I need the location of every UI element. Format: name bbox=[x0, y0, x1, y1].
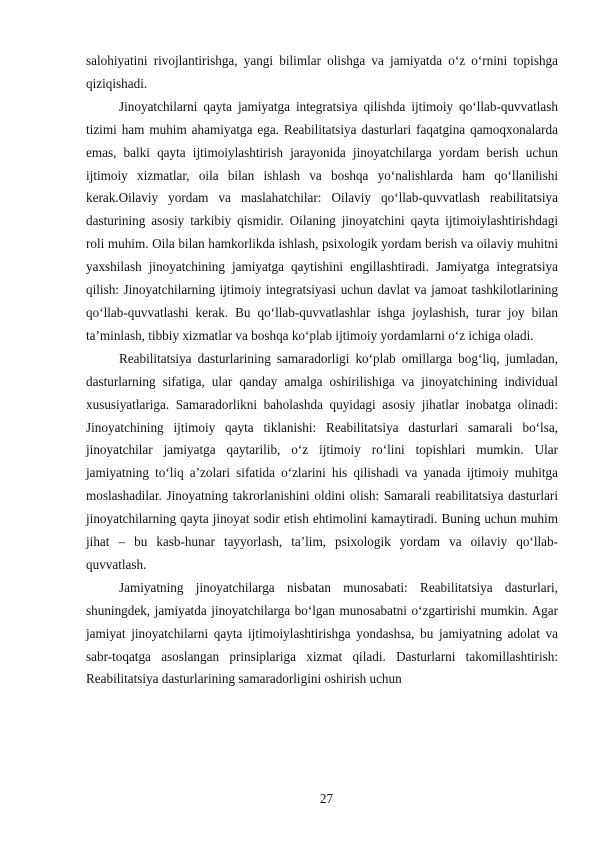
paragraph-3: Reabilitatsiya dasturlarining samaradorligi ko‘plab omillarga bog‘liq, jumladan, dasturlarning sifatiga, ular qanday amalga oshirilishiga va jinoyatchining individual xususiyatlariga. Samaradorlikni baholashda quyidagi asosiy jihatlar inobatga olinadi: Jinoyatchining ijtimoiy qayta tiklanishi: Reabilitatsiya dasturlari samarali bo‘lsa, jinoyatchilar jamiyatga qaytarilib, o‘z ijtimoiy ro‘lini topishlari mumkin. Ular jamiyatning to‘liq a’zolari sifatida o‘zlarini his qilishadi va yanada ijtimoiy muhitga moslashadilar. Jinoyatning takrorlanishini oldini olish: Samarali reabilitatsiya dasturlari jinoyatchilarning qayta jinoyat sodir etish ehtimolini kamaytiradi. Buning uchun muhim jihat – bu kasb-hunar tayyorlash, ta’lim, psixologik yordam va oilaviy qo‘llab-quvvatlash. bbox=[86, 350, 558, 572]
paragraph-1: salohiyatini rivojlantirishga, yangi bilimlar olishga va jamiyatda o‘z o‘rnini topishga qiziqishadi. bbox=[86, 53, 558, 91]
page-number: 27 bbox=[319, 791, 334, 806]
document-page bbox=[86, 50, 558, 691]
paragraph-4: Jamiyatning jinoyatchilarga nisbatan munosabati: Reabilitatsiya dasturlari, shuningdek, jamiyatda jinoyatchilarga bo‘lgan munosabatni o‘zgartirishi mumkin. Agar jamiyat jinoyatchilarni qayta ijtimoiylashtirishga yondashsa, bu jamiyatning adolat va sabr-toqatga asoslangan prinsiplariga xizmat qiladi. Dasturlarni takomillashtirish: Reabilitatsiya dasturlarining samaradorligini oshirish uchun bbox=[86, 579, 558, 687]
paragraph-2: Jinoyatchilarni qayta jamiyatga integratsiya qilishda ijtimoiy qo‘llab-quvvatlash tizimi ham muhim ahamiyatga ega. Reabilitatsiya dasturlari faqatgina qamoqxonalarda emas, balki qayta ijtimoiylashtirish jarayonida jinoyatchilarga yordam berish uchun ijtimoiy xizmatlar, oila bilan ishlash va boshqa yo‘nalishlarda ham qo‘llanilishi kerak.Oilaviy yordam va maslahatchilar: Oilaviy qo‘llab-quvvatlash reabilitatsiya dasturining asosiy tarkibiy qismidir. Oilaning jinoyatchini qayta ijtimoiylashtirishdagi roli muhim. Oila bilan hamkorlikda ishlash, psixologik yordam berish va oilaviy muhitni yaxshilash jinoyatchining jamiyatga qaytishini engillashtiradi. Jamiyatga integratsiya qilish: Jinoyatchilarning ijtimoiy integratsiyasi uchun davlat va jamoat tashkilotlarining qo‘llab-quvvatlashi kerak. Bu qo‘llab-quvvatlashlar ishga joylashish, turar joy bilan ta’minlash, tibbiy xizmatlar va boshqa ko‘plab ijtimoiy yordamlarni o‘z ichiga oladi. bbox=[86, 98, 558, 343]
